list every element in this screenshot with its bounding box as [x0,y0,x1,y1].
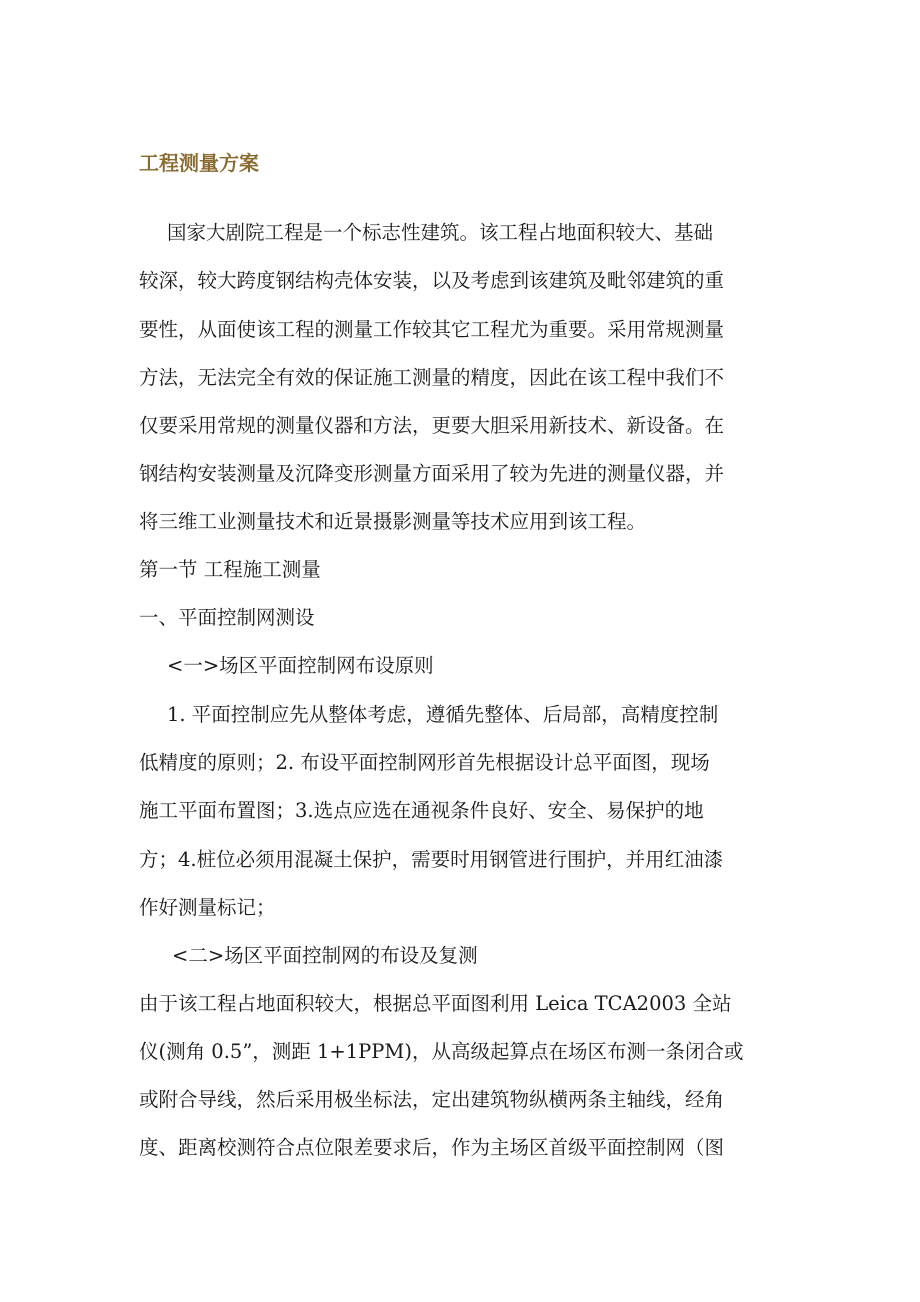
paragraph-line: 国家大剧院工程是一个标志性建筑。该工程占地面积较大、基础 [167,221,714,244]
paragraph-line: 方法，无法完全有效的保证施工测量的精度，因此在该工程中我们不 [139,366,725,389]
paragraph-line: 低精度的原则；2. 布设平面控制网形首先根据设计总平面图，现场 [139,751,710,774]
paragraph-line: 将三维工业测量技术和近景摄影测量等技术应用到该工程。 [139,510,647,533]
paragraph-line: 1. 平面控制应先从整体考虑，遵循先整体、后局部，高精度控制 [167,703,719,726]
paragraph-line: 度、距离校测符合点位限差要求后，作为主场区首级平面控制网（图 [139,1136,725,1159]
subsection-heading: <一>场区平面控制网布设原则 [167,654,434,677]
paragraph-line: 方；4.桩位必须用混凝土保护，需要时用钢管进行围护，并用红油漆 [139,848,724,871]
document-title: 工程测量方案 [139,151,259,175]
subsection-heading: 一、平面控制网测设 [139,606,315,629]
paragraph-line: 作好测量标记； [139,896,276,919]
paragraph-line: 或附合导线，然后采用极坐标法，定出建筑物纵横两条主轴线，经角 [139,1088,725,1111]
subsection-heading: <二>场区平面控制网的布设及复测 [172,944,478,967]
paragraph-line: 较深，较大跨度钢结构壳体安装，以及考虑到该建筑及毗邻建筑的重 [139,269,725,292]
paragraph-line: 施工平面布置图；3.选点应选在通视条件良好、安全、易保护的地 [139,799,704,822]
paragraph-line: 由于该工程占地面积较大，根据总平面图利用 Leica TCA2003 全站 [139,992,732,1015]
paragraph-line: 仪(测角 0.5”，测距 1+1PPM)，从高级起算点在场区布测一条闭合或 [139,1040,744,1063]
section-heading: 第一节 工程施工测量 [139,558,321,581]
paragraph-line: 钢结构安装测量及沉降变形测量方面采用了较为先进的测量仪器，并 [139,462,725,485]
paragraph-line: 仅要采用常规的测量仪器和方法，更要大胆采用新技术、新设备。在 [139,414,725,437]
paragraph-line: 要性，从面使该工程的测量工作较其它工程尤为重要。采用常规测量 [139,318,725,341]
